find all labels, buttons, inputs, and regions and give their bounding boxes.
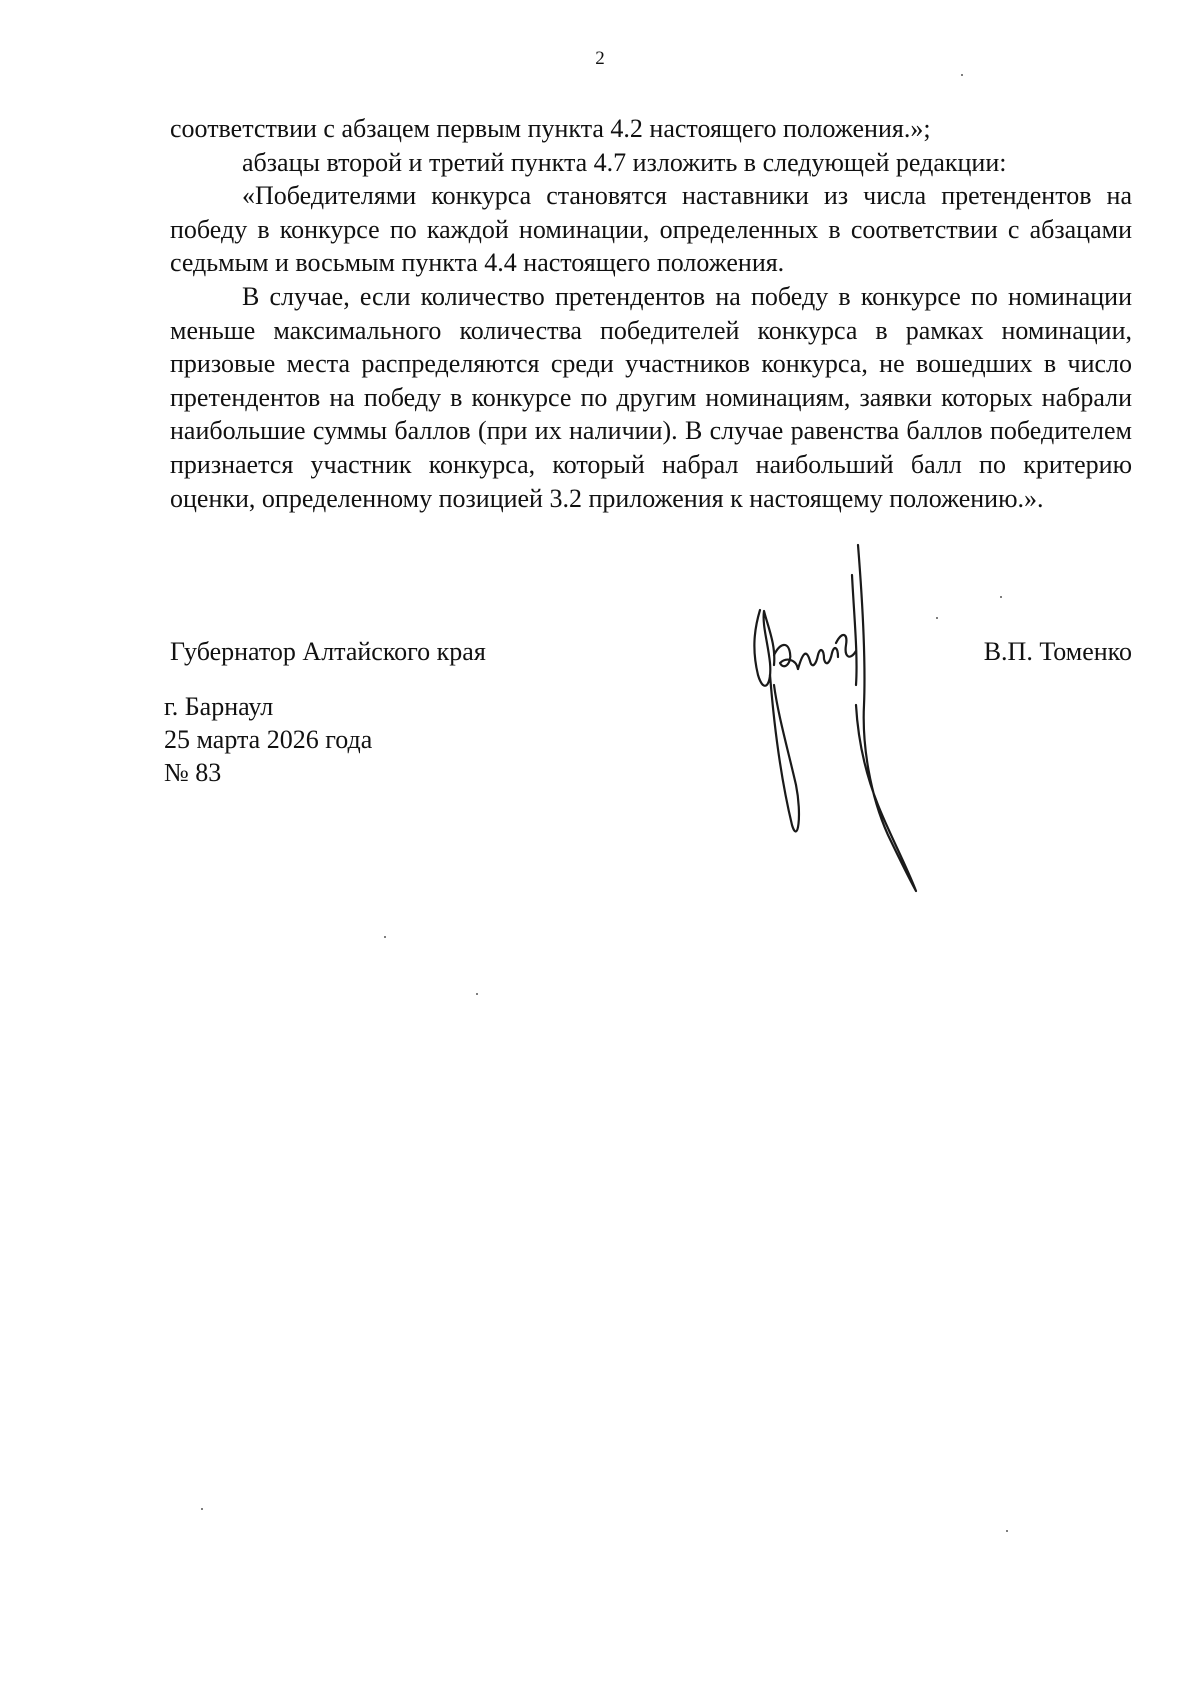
page-number: 2	[595, 48, 605, 69]
issue-number: № 83	[164, 758, 222, 787]
signatory-title: Губернатор Алтайского края	[170, 637, 486, 666]
issue-place: г. Барнаул	[164, 692, 274, 721]
paragraph-1: соответствии с абзацем первым пункта 4.2 настоящего положения.»;	[170, 114, 931, 143]
paragraph-2: абзацы второй и третий пункта 4.7 изложить в следующей редакции:	[242, 147, 1007, 177]
document-body	[170, 112, 1132, 515]
paragraph-3: «Победителями конкурса становятся наставники из числа претендентов на победу в конкурсе по каждой номинации, определенных в соответствии с абзацами седьмым и восьмым пункта 4.4 настоящего положения.	[170, 181, 1132, 278]
paragraph-4: В случае, если количество претендентов на победу в конкурсе по номинации меньше максимального количества победителей конкурса в рамках номинации, призовые места распределяются среди участников конкурса, не вошедших в число претендентов на победу в конкурсе по другим номинациям, заявки которых набрали наибольшие суммы баллов (при их наличии). В случае равенства баллов победителем признается участник конкурса, который набрал наибольший балл по критерию оценки, определенному позицией 3.2 приложения к настоящему положению.».	[170, 281, 1132, 513]
issue-date: 25 марта 2026 года	[164, 725, 373, 754]
signatory-name: В.П. Томенко	[983, 637, 1132, 666]
issue-details	[164, 690, 372, 789]
handwritten-signature	[740, 535, 960, 945]
